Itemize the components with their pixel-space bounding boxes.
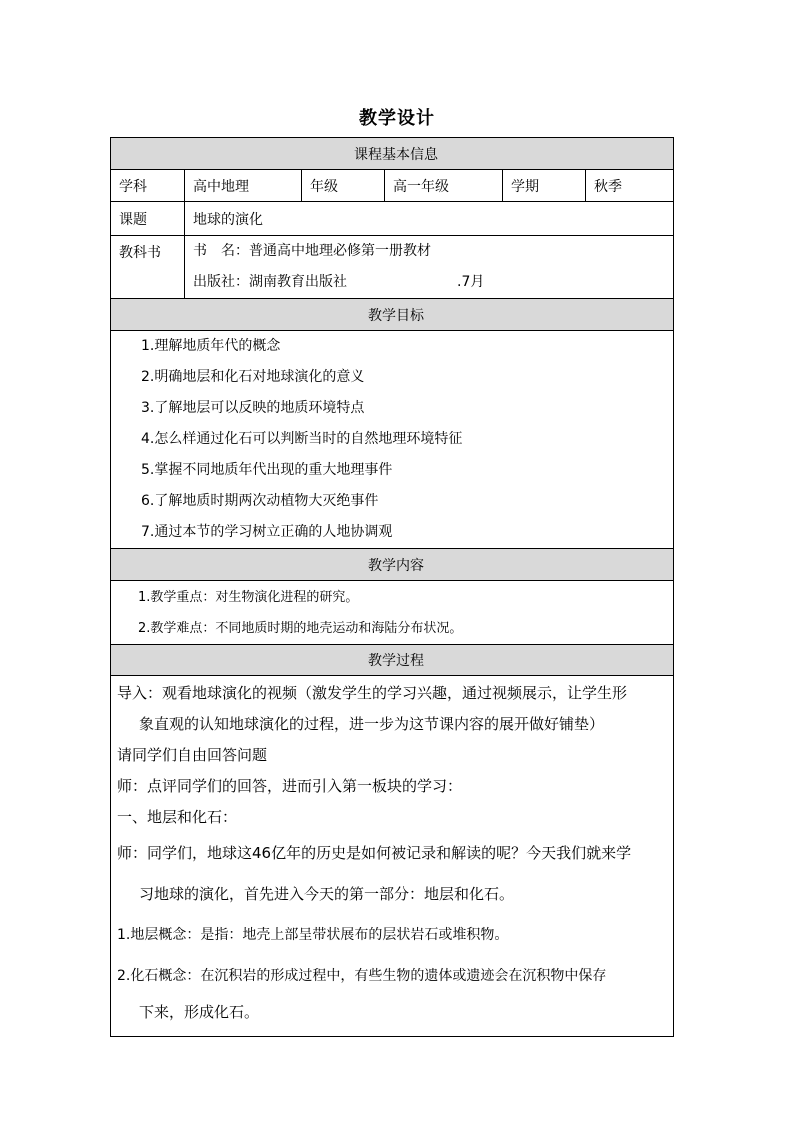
process-line: 象直观的认知地球演化的过程，进一步为这节课内容的展开做好铺垫）	[139, 715, 605, 733]
objective-item: 7.通过本节的学习树立正确的人地协调观	[141, 524, 393, 540]
objectives-row	[111, 331, 674, 549]
basic-info-header: 课程基本信息	[111, 138, 674, 170]
process-header: 教学过程	[111, 645, 674, 676]
content-header-row	[111, 549, 674, 581]
objective-item: 2.明确地层和化石对地球演化的意义	[141, 369, 365, 385]
term-label: 学期	[503, 170, 586, 202]
objectives-list	[111, 331, 674, 549]
objectives-header-row	[111, 299, 674, 331]
process-line: 2.化石概念：在沉积岩的形成过程中，有些生物的遗体或遗迹会在沉积物中保存	[117, 968, 607, 984]
textbook-label: 教科书	[111, 236, 185, 299]
subject-row	[111, 170, 674, 202]
objective-item: 6.了解地质时期两次动植物大灭绝事件	[141, 493, 379, 509]
term-value: 秋季	[586, 170, 674, 202]
publisher	[193, 267, 673, 298]
process-line: 师：点评同学们的回答，进而引入第一板块的学习：	[117, 777, 463, 795]
subject-value: 高中地理	[185, 170, 302, 202]
content-item-key-point: 1.教学重点：对生物演化进程的研究。	[138, 589, 359, 605]
objective-item: 5.掌握不同地质年代出现的重大地理事件	[141, 462, 393, 478]
grade-label: 年级	[302, 170, 385, 202]
process-row	[111, 676, 674, 1037]
content-header: 教学内容	[111, 549, 674, 581]
process-line: 请同学们自由回答问题	[117, 746, 268, 764]
textbook-info	[185, 236, 674, 299]
objective-item: 4.怎么样通过化石可以判断当时的自然地理环境特征	[141, 431, 463, 447]
content-list	[111, 581, 674, 645]
process-line: 下来，形成化石。	[139, 1003, 260, 1021]
basic-info-header-row	[111, 138, 674, 170]
process-line: 师：同学们，地球这46亿年的历史是如何被记录和解读的呢？今天我们就来学	[117, 844, 632, 862]
subject-label: 学科	[111, 170, 185, 202]
process-line: 习地球的演化，首先进入今天的第一部分：地层和化石。	[139, 885, 515, 903]
objectives-header: 教学目标	[111, 299, 674, 331]
topic-value: 地球的演化	[185, 202, 674, 236]
textbook-row	[111, 236, 674, 299]
topic-row	[111, 202, 674, 236]
process-line: 导入：观看地球演化的视频（激发学生的学习兴趣，通过视频展示，让学生形	[117, 684, 628, 702]
book-name: 书 名：普通高中地理必修第一册教材	[193, 243, 431, 259]
process-line: 一、地层和化石：	[117, 808, 238, 826]
content-item-difficulty: 2.教学难点：不同地质时期的地壳运动和海陆分布状况。	[138, 620, 463, 636]
process-line: 1.地层概念：是指：地壳上部呈带状展布的层状岩石或堆积物。	[117, 927, 509, 943]
page-title: 教学设计	[359, 108, 435, 129]
content-row	[111, 581, 674, 645]
publisher-name: 出版社：湖南教育出版社	[193, 274, 347, 290]
process-body	[111, 676, 674, 1037]
process-header-row	[111, 645, 674, 676]
grade-value: 高一年级	[385, 170, 503, 202]
publish-month: .7月	[457, 274, 485, 290]
lesson-plan-table	[110, 137, 674, 1037]
objective-item: 1.理解地质年代的概念	[141, 338, 281, 354]
objective-item: 3.了解地层可以反映的地质环境特点	[141, 400, 365, 416]
topic-label: 课题	[111, 202, 185, 236]
